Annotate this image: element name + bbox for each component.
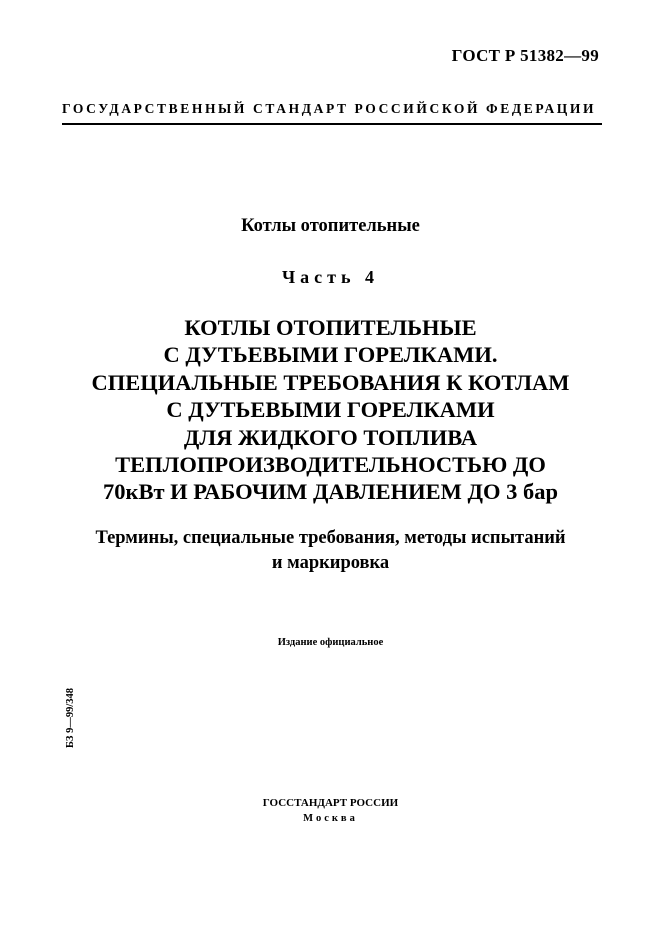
main-title-line: С ДУТЬЕВЫМИ ГОРЕЛКАМИ. [163, 342, 498, 368]
publisher: ГОССТАНДАРТ РОССИИ [262, 797, 399, 809]
main-title-line: С ДУТЬЕВЫМИ ГОРЕЛКАМИ [166, 397, 495, 423]
main-title-line: ТЕПЛОПРОИЗВОДИТЕЛЬНОСТЬЮ ДО [115, 452, 546, 478]
part-label: Часть 4 [281, 267, 380, 287]
general-title: Котлы отопительные [241, 216, 420, 236]
sub-title [0, 526, 661, 576]
sub-title-line: и маркировка [271, 553, 390, 573]
gost-number: ГОСТ Р 51382—99 [451, 46, 599, 65]
sub-title-line: Термины, специальные требования, методы испытаний [95, 528, 566, 548]
city: Москва [303, 813, 358, 824]
main-title-line: ДЛЯ ЖИДКОГО ТОПЛИВА [183, 424, 478, 450]
edition-label: Издание официальное [277, 637, 384, 648]
main-title-line: КОТЛЫ ОТОПИТЕЛЬНЫЕ [184, 315, 477, 340]
state-standard-heading: ГОСУДАРСТВЕННЫЙ СТАНДАРТ РОССИЙСКОЙ ФЕДЕРАЦИИ [62, 101, 597, 116]
main-title-line: 70кВт И РАБОЧИМ ДАВЛЕНИЕМ ДО 3 бар [103, 479, 558, 505]
main-title [0, 314, 661, 506]
side-code: БЗ 9—99/348 [65, 687, 76, 749]
header-divider [62, 123, 602, 125]
main-title-line: СПЕЦИАЛЬНЫЕ ТРЕБОВАНИЯ К КОТЛАМ [91, 369, 570, 395]
